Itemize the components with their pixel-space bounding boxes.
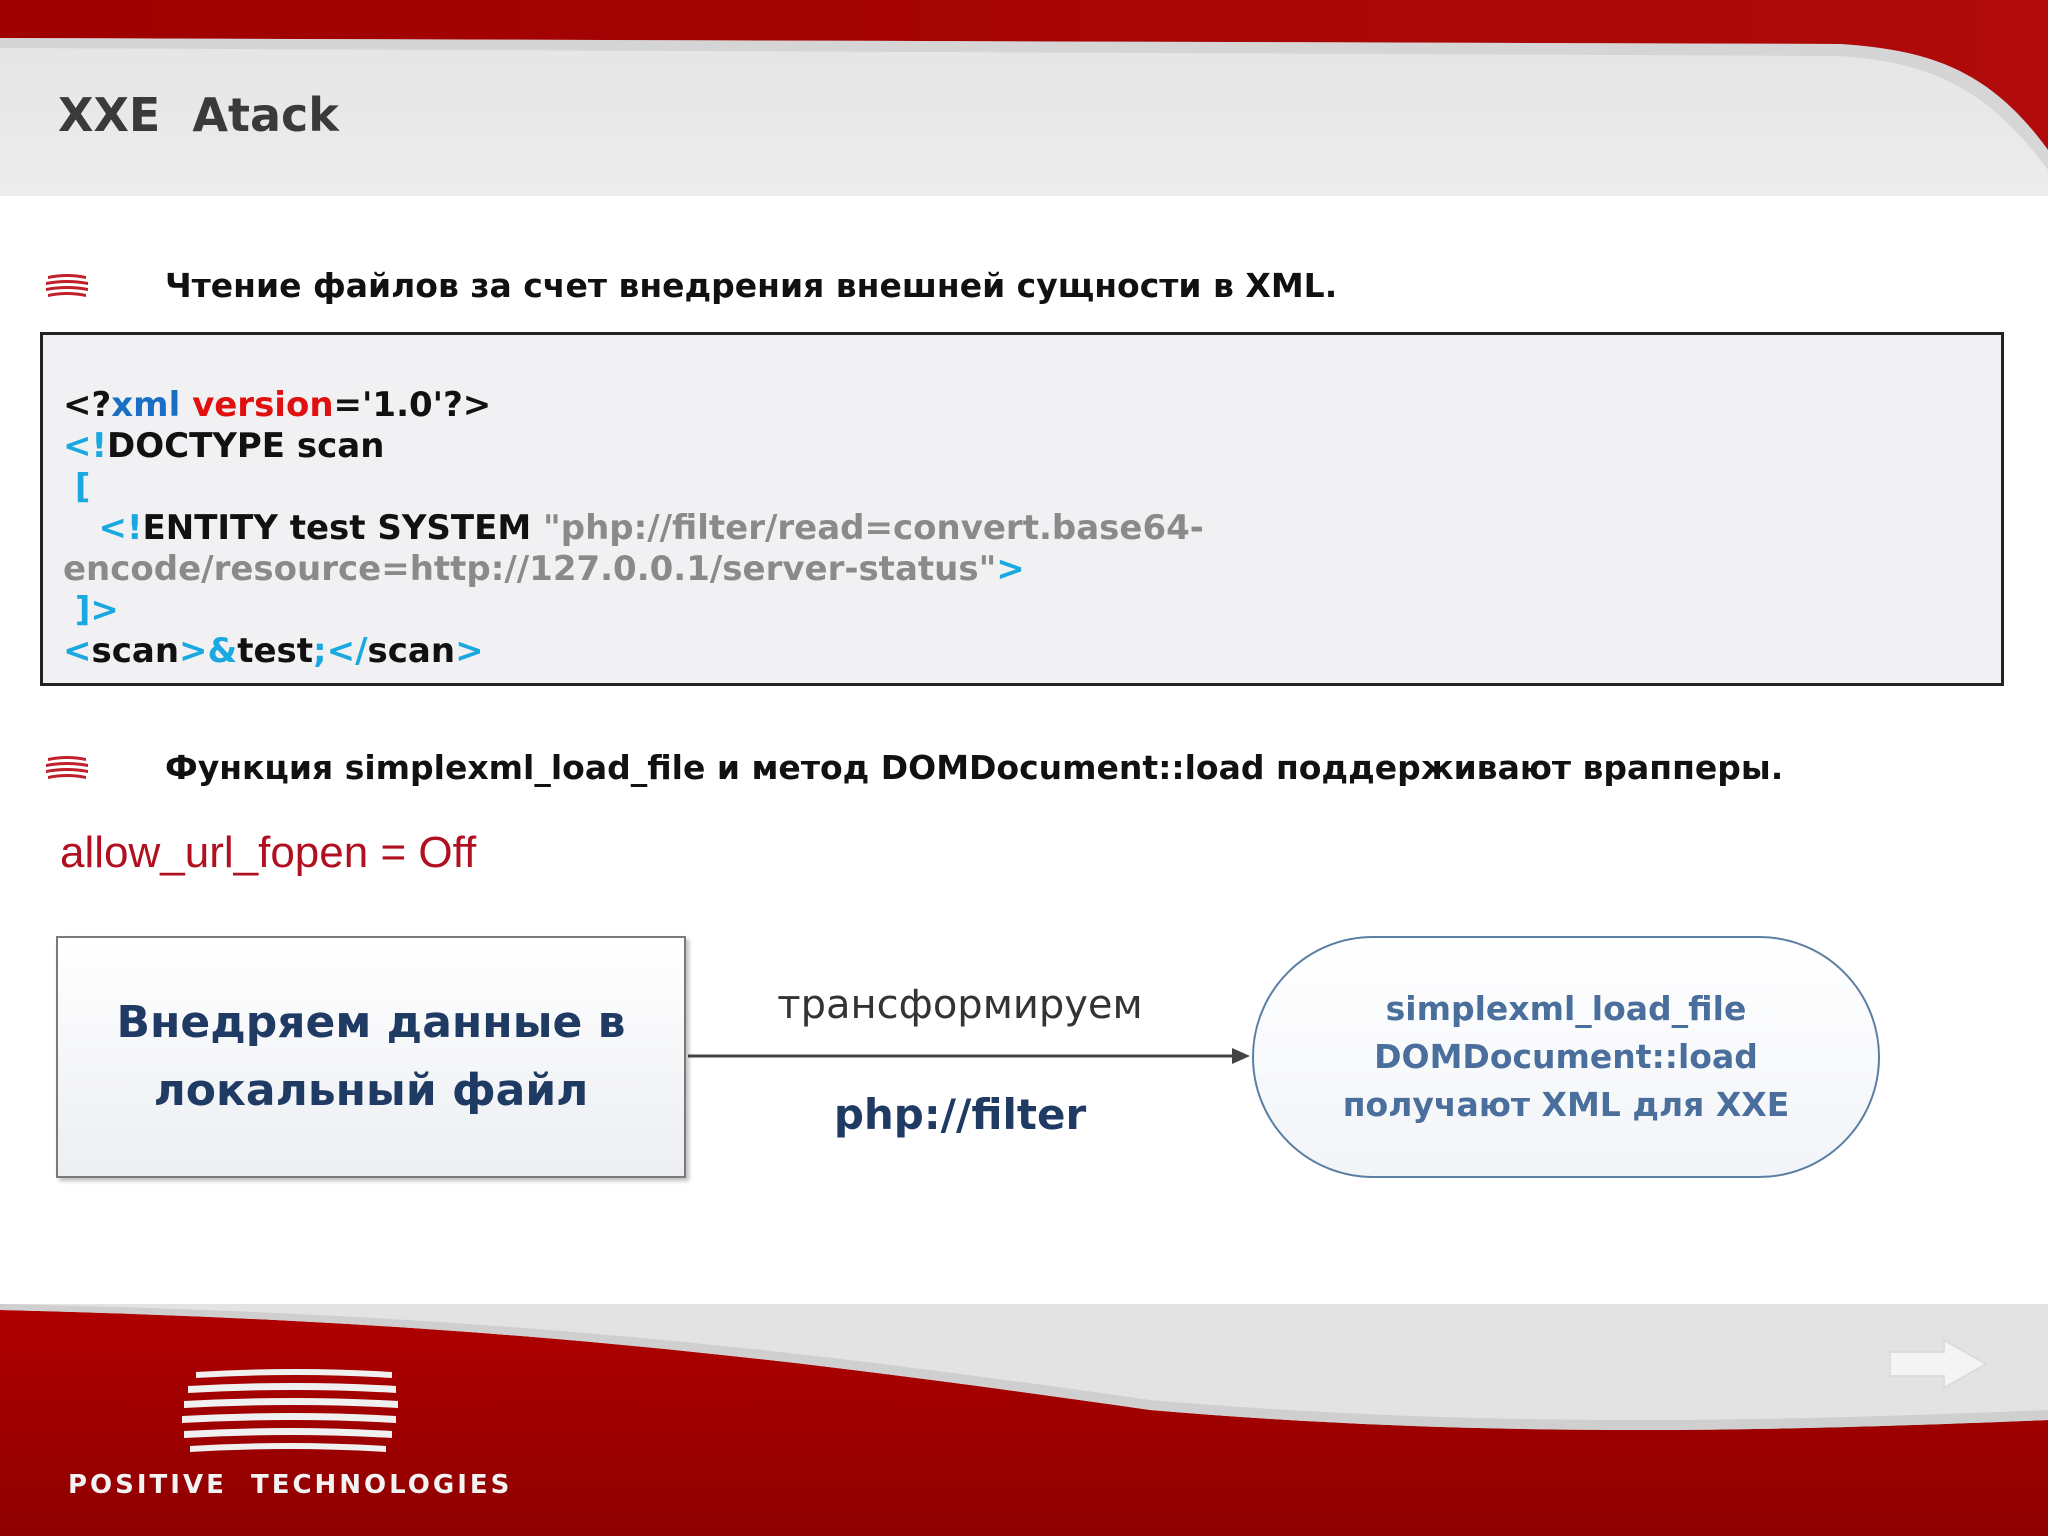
- arrow-label-php-filter: php://filter: [833, 1090, 1087, 1139]
- bullet-text-wrappers: Функция simplexml_load_file и метод DOMDocument::load поддерживают врапперы.: [165, 748, 1784, 787]
- inject-data-box: [56, 936, 686, 1178]
- php-setting-label: allow_url_fopen = Off: [60, 828, 477, 877]
- brand-name: POSITIVE TECHNOLOGIES: [68, 1470, 513, 1500]
- xml-payload-code: <?xml version='1.0'?> <!DOCTYPE scan [ <!ENTITY test SYSTEM "php://filter/read=convert.base64- encode/resource=http://127.0.0.1/server-status"> ]> <scan>&test;</scan>: [63, 385, 1204, 671]
- arrow-label-transform: трансформируем: [777, 982, 1143, 1028]
- bullet-text-reading-files: Чтение файлов за счет внедрения внешней сущности в XML.: [165, 266, 1338, 305]
- slide-title: XXE Atack: [58, 88, 339, 142]
- inject-data-text: Внедряем данные в локальный файл: [116, 997, 626, 1116]
- bullet-icon: [42, 752, 92, 782]
- xml-parsers-text: simplexml_load_file DOMDocument::load получают XML для XXE: [1342, 989, 1790, 1124]
- arrow-right-icon[interactable]: [1886, 1336, 1990, 1392]
- xml-parsers-pill: [1252, 936, 1880, 1178]
- bullet-icon: [42, 270, 92, 300]
- code-block: [40, 332, 2004, 686]
